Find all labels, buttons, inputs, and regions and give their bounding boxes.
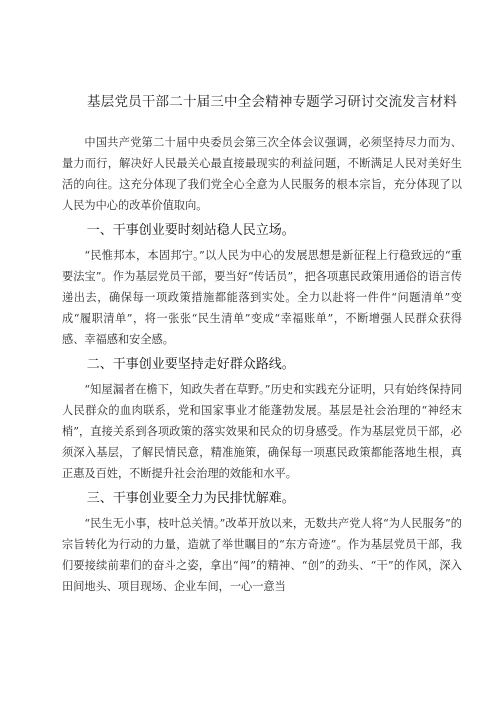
section-3-paragraph: “民生无小事，枝叶总关情。”改革开放以来，无数共产党人将“为人民服务”的宗旨转化为行动的力量，造就了举世瞩目的“东方奇迹”。作为基层党员干部，我们要接续前辈们的奋斗之姿，拿出“闯”的精神、“创”的劲头、“干”的作风，深入田间地头、项目现场、企业车间，一心一意当 — [62, 517, 462, 593]
document-title: 基层党员干部二十届三中全会精神专题学习研讨交流发言材料 — [87, 94, 457, 110]
section-2-heading: 二、干事创业要坚持走好群众路线。 — [86, 357, 295, 372]
section-2-paragraph: “知屋漏者在檐下，知政失者在草野。”历史和实践充分证明，只有始终保持同人民群众的血肉联系，党和国家事业才能蓬勃发展。基层是社会治理的“神经末梢”，直接关系到各项政策的落实效果和民众的切身感受。作为基层党员干部，必须深入基层，了解民情民意，精准施策，确保每一项惠民政策都能落地生根，真正惠及百姓，不断提升社会治理的效能和水平。 — [62, 383, 462, 480]
section-3-heading: 三、干事创业要全力为民排忧解难。 — [86, 491, 295, 506]
document-body — [62, 132, 462, 599]
intro-paragraph: 中国共产党第二十届中央委员会第三次全体会议强调，必须坚持尽力而为、量力而行，解决好人民最关心最直接最现实的利益问题，不断满足人民对美好生活的向往。这充分体现了我们党全心全意为人民服务的根本宗旨，充分体现了以人民为中心的改革价值取向。 — [62, 136, 462, 212]
section-1-paragraph: “民惟邦本，本固邦宁。”以人民为中心的发展思想是新征程上行稳致远的“重要法宝”。作为基层党员干部，要当好“传话员”，把各项惠民政策用通俗的语言传递出去，确保每一项政策措施都能落到实处。全力以赴将一件件“问题清单”变成“履职清单”，将一张张“民生清单”变成“幸福账单”，不断增强人民群众获得感、幸福感和安全感。 — [62, 249, 462, 346]
section-1-heading: 一、干事创业要时刻站稳人民立场。 — [86, 223, 295, 238]
